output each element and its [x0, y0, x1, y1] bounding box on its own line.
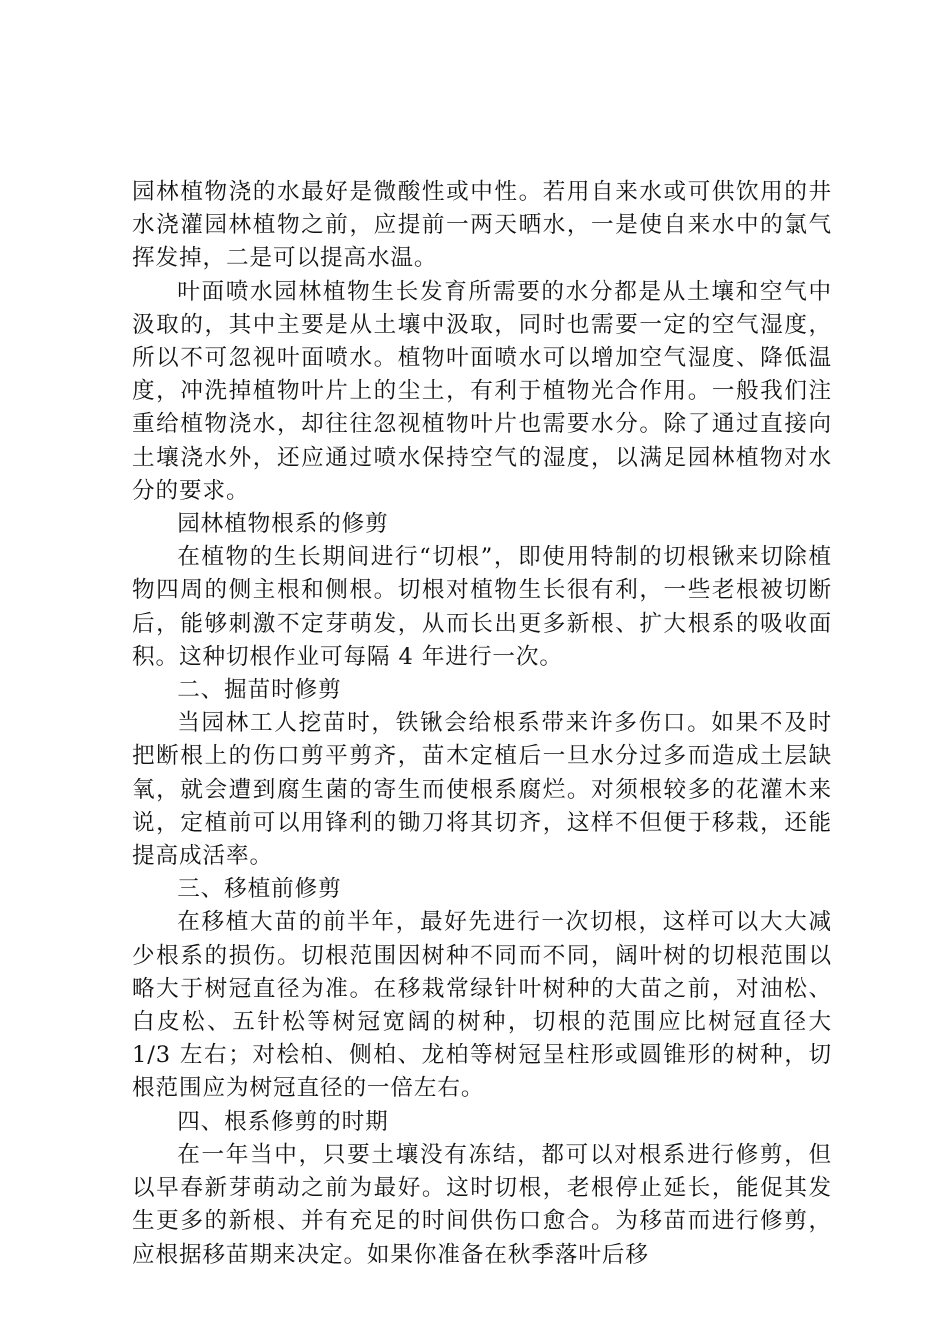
- section-heading-root-pruning: 园林植物根系的修剪: [177, 511, 389, 538]
- paragraph-watering-water-quality: 园林植物浇的水最好是微酸性或中性。若用自来水或可供饮用的井水浇灌园林植物之前，应提前一两天晒水，一是使自来水中的氯气挥发掉，二是可以提高水温。: [132, 179, 832, 272]
- paragraph-root-cutting: 在植物的生长期间进行“切根”，即使用特制的切根锹来切除植物四周的侧主根和侧根。切根对植物生长很有利，一些老根被切断后，能够刺激不定芽萌发，从而长出更多新根、扩大根系的吸收面积。这种切根作业可每隔 4 年进行一次。: [132, 544, 832, 670]
- paragraph-digging-pruning: 当园林工人挖苗时，铁锹会给根系带来许多伤口。如果不及时把断根上的伤口剪平剪齐，苗木定植后一旦水分过多而造成土层缺氧，就会遭到腐生菌的寄生而使根系腐烂。对须根较多的花灌木来说，定植前可以用锋利的锄刀将其切齐，这样不但便于移栽，还能提高成活率。: [132, 710, 832, 870]
- paragraph-foliar-spraying: 叶面喷水园林植物生长发育所需要的水分都是从土壤和空气中汲取的，其中主要是从土壤中汲取，同时也需要一定的空气湿度，所以不可忽视叶面喷水。植物叶面喷水可以增加空气湿度、降低温度，冲洗掉植物叶片上的尘土，有利于植物光合作用。一般我们注重给植物浇水，却往往忽视植物叶片也需要水分。除了通过直接向土壤浇水外，还应通过喷水保持空气的湿度，以满足园林植物对水分的要求。: [132, 278, 832, 504]
- section-heading-pre-transplant-pruning: 三、移植前修剪: [177, 876, 342, 903]
- document-body: [132, 176, 832, 1272]
- section-heading-digging-pruning: 二、掘苗时修剪: [177, 677, 342, 704]
- paragraph-pre-transplant-pruning: 在移植大苗的前半年，最好先进行一次切根，这样可以大大减少根系的损伤。切根范围因树种不同而不同，阔叶树的切根范围以略大于树冠直径为准。在移栽常绿针叶树种的大苗之前，对油松、白皮松、五针松等树冠宽阔的树种，切根的范围应比树冠直径大 1/3 左右；对桧柏、侧柏、龙柏等树冠呈柱形或圆锥形的树种，切根范围应为树冠直径的一倍左右。: [132, 909, 832, 1102]
- paragraph-pruning-period: 在一年当中，只要土壤没有冻结，都可以对根系进行修剪，但以早春新芽萌动之前为最好。这时切根，老根停止延长，能促其发生更多的新根、并有充足的时间供伤口愈合。为移苗而进行修剪，应根据移苗期来决定。如果你准备在秋季落叶后移: [132, 1141, 832, 1268]
- section-heading-pruning-period: 四、根系修剪的时期: [177, 1108, 389, 1135]
